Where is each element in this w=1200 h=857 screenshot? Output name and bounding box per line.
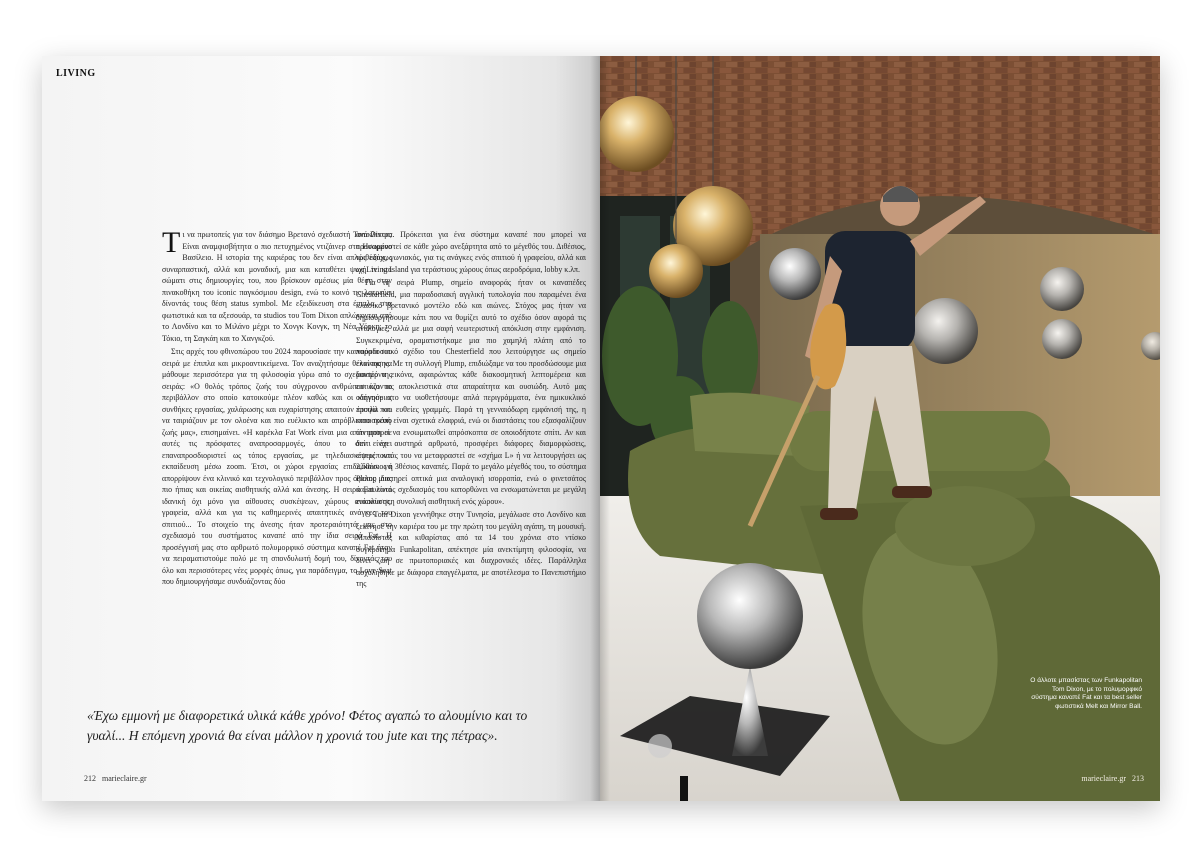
magazine-spread <box>42 56 1160 801</box>
pull-quote: «Έχω εμμονή με διαφορετικά υλικά κάθε χρόνο! Φέτος αγαπώ το αλουμίνιο και το γυαλί... Η επόμενη χρονιά θα είναι μάλλον η χρονιά του jute και της πέτρας». <box>87 708 528 743</box>
page-number: 212 <box>84 774 96 783</box>
site-name: marieclaire.gr <box>1081 774 1126 783</box>
article-paragraph: Για τη σειρά Plump, σημείο αναφοράς ήταν οι καναπέδες Chesterfield, μια παραδοσιακή αγγλική τυπολογία που παραμένει ένα κλασικό βρετανικό μοντέλο εδώ και αιώνες. Στόχος μας ήταν να δημιουργήσουμε κάτι που να θυμίζει αυτό το σχέδιο όσον αφορά τις αναλογίες, αλλά με μια σαφή νεωτεριστική απόκλιση στην εμφάνιση. Συγκεκριμένα, οραματιστήκαμε μια πιο χαμηλή πλάτη από το παραδοσιακό σχέδιο του Chesterfield που λειτούργησε ως σημείο εκκίνησης. Με τη συλλογή Plump, επιδιώξαμε να του προσδώσουμε μια μοντέρνα εικόνα, αφαιρώντας κάθε διακοσμητική λεπτομέρεια και εστιάζοντας αποκλειστικά στα απαραίτητα και ουσιώδη. Αυτό μας οδήγησε στο να υιοθετήσουμε απλά περιγράμματα, ένα ημικυκλικό προφίλ και ευθείες γραμμές. Παρά τη γενναιόδωρη εμφάνισή της, η κατασκευή είναι σχετικά ελαφριά, ενώ οι διαστάσεις του εξασφαλίζουν ότι μπορεί να ενσωματωθεί απρόσκοπτα σε οποιοδήποτε σπίτι. Αν και δεν είναι αυστηρά αρθρωτό, προσφέρει διάφορες διαμορφώσεις, επιτρέποντάς του να μεταφραστεί σε «σχήμα L» ή να λειτουργήσει ως 2,5θέσιος ή 3θέσιος καναπές. Παρά το μεγάλο μέγεθός του, το σύστημα Plump διατηρεί οπτικά μια αναλογική ισορροπία, ενώ ο φινετσάτος καμπυλωτός σχεδιασμός του κατορθώνει να ενσωματώνεται με μεγάλη ευκολία στη συνολική αισθητική ενός χώρου». <box>356 278 586 506</box>
left-page <box>42 56 600 801</box>
drop-cap: Τ <box>162 226 181 259</box>
site-name: marieclaire.gr <box>102 774 147 783</box>
article-paragraph: Στις αρχές του φθινοπώρου του 2024 παρουσίασε την καινούρια του σειρά με έπιπλα και μικροαντικείμενα. Τον αναζητήσαμε θέλοντας να μάθουμε περισσότερα για τη φιλοσοφία γύρω από το σχεδιασμό της σειράς: «Ο θολός τρόπος ζωής του σύγχρονου ανθρώπου και το περιβάλλον στο οποίο κατοικούμε πλέον καθώς και οι καινούριες συνθήκες εργασίας, χαλάρωσης και ευχαρίστησης απαιτούν έπιπλα που να ταιριάζουν με τον ολοένα και πιο ευέλικτο και απρόβλεπτο τρόπο ζωής μας», επισημαίνει. «Η καρέκλα Fat Work είναι μια απάντηση σε αυτές τις πρόσφατες αναπροσαρμογές, όπου το σπίτι έχει επαναπροσδιοριστεί ως τόπος εργασίας, με τηλεδιασκέψεις και εκπαίδευση μέσω zoom. Έτσι, οι χώροι εργασίας επιδιώκουν να απορρίψουν ένα κλινικό και τεχνολογικό περιβάλλον προς όφελος μιας πιο ήπιας και οικείας αισθητικής αλλά και άνεσης. Η σειρά Fat είναι ιδανική όχι μόνο για αίθουσες συσκέψεων, χώρους ανάπαυσης, γραφεία, αλλά και για τις καθημερινές απαιτητικές ανάγκες του σπιτιού... Το στοιχείο της άνεσης ήταν προτεραιότητά μας στο σχεδιασμό του συστήματος καναπέ από την ίδια σειρά Fat. Η προσέγγισή μας στο αρθρωτό πολυμορφικό σύστημα καναπέ Fat ήταν να πειραματιστούμε πολύ με τη σπονδυλωτή δομή του, δίνοντάς του όλο και περισσότερες νέες μορφές όπως, για παράδειγμα, το Love Seat που δημιουργήσαμε συνδυάζοντας δύο <box>162 347 392 586</box>
article-column-2 <box>356 229 586 592</box>
article-paragraph: Τι να πρωτοπείς για τον διάσημο Βρετανό σχεδιαστή Tom Dixon; Είναι αναμφισβήτητα ο πιο πετυχημένος ντιζάινερ στο Ηνωμένο Βασίλειο. Η ιστορία της καριέρας του δεν είναι απλώς εξόχως συναρπαστική, αλλά και μοναδική, μια και καταθέτει ψυχή τε και σώματι στις δημιουργίες του, που βρίσκουν αμέσως μία θέση στην πινακοθήκη του iconic παγκόσμιου design, ενώ το κοινό τις λατρεύει δίνοντάς τους θέση status symbol. Με εξειδίκευση στα έπιπλα, στα φωτιστικά και τα αξεσουάρ, τα studios του Tom Dixon απλώνονται από το Λονδίνο και το Μιλάνο μέχρι το Χονγκ Κονγκ, τη Νέα Υόρκη, το Τόκιο, τη Σαγκάη και το Χανγκζού. <box>162 226 392 343</box>
article-paragraph: ανάκλιντρα. Πρόκειται για ένα σύστημα καναπέ που μπορεί να προσαρμοστεί σε κάθε χώρο ανεξάρτητα από το μέγεθός του. Διθέσιος, τριθέσιος, γωνιακός, για τις ανάγκες ενός σπιτιού ή γραφείου, αλλά και ως Living Island για τεράστιους χώρους όπως αεροδρόμια, lobby κ.λπ. <box>356 230 586 274</box>
page-number: 213 <box>1132 774 1144 783</box>
folio-right <box>1075 774 1144 783</box>
folio-left <box>84 774 153 783</box>
section-label: LIVING <box>56 68 96 79</box>
photo-caption: Ο άλλοτε μπασίστας των Funkapolitan Tom Dixon, με το πολυμορφικό σύστημα καναπέ Fat και τα best seller φωτιστικά Melt και Mirror Ball. <box>1030 677 1142 710</box>
right-page-photo <box>600 56 1160 801</box>
article-paragraph: Ο Tom Dixon γεννήθηκε στην Τυνησία, μεγάλωσε στο Λονδίνο και ξεκίνησε την καριέρα του με την πρώτη του μεγάλη αγάπη, τη μουσική. Μπασίστας και κιθαρίστας από τα 14 του χρόνια στο ντίσκο συγκρότημα Funkapolitan, απέκτησε μία ανεκτίμητη φιλοσοφία, να δίνει ζωή σε πρωτοποριακές και διαχρονικές ιδέες. Παράλληλα ασχολήθηκε με διάφορα επαγγέλματα, με αποτέλεσμα το Πανεπιστήμιο της <box>356 510 586 588</box>
